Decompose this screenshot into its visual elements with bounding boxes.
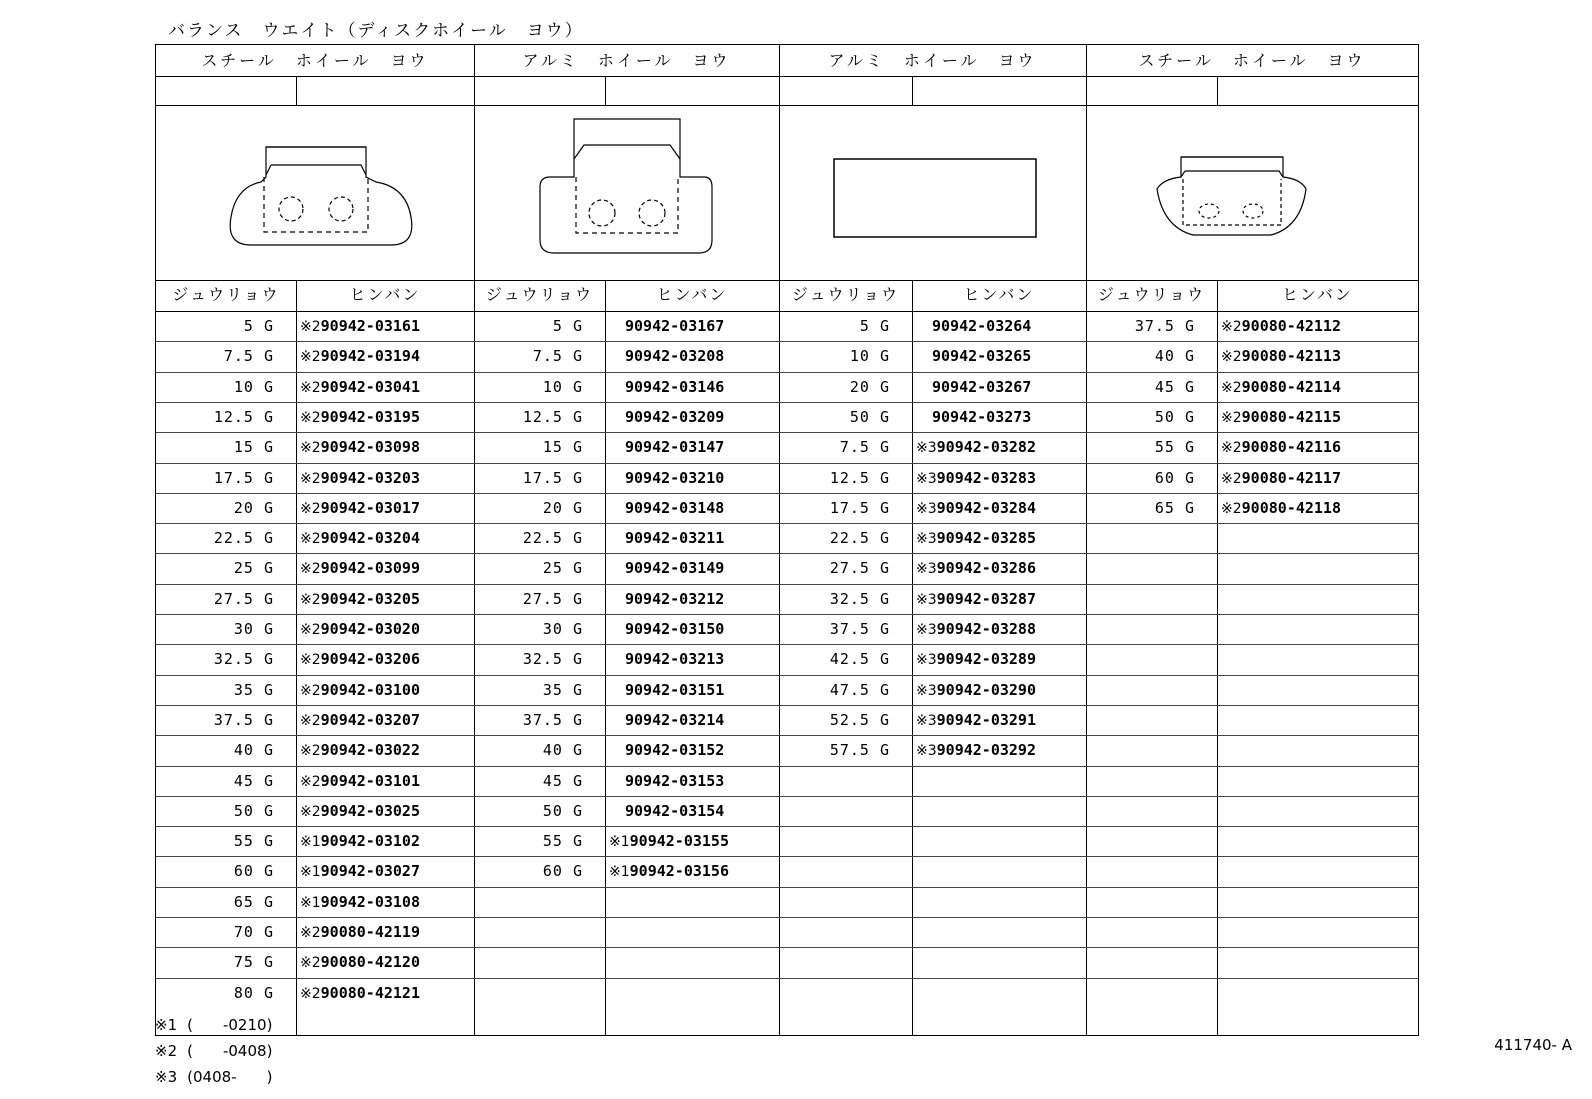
footnote-mark: ※2 (300, 409, 321, 426)
reference-code: 411740- A (1494, 1036, 1572, 1054)
part-number: 90942-03267 (932, 377, 1032, 396)
weight-cell: 52.5 G (829, 710, 890, 729)
part-number: 90942-03149 (625, 559, 725, 578)
part-number: 90080-42116 (1241, 438, 1341, 457)
part-number-cell (1221, 402, 1416, 432)
adhesive-weight-illustration (832, 157, 1038, 239)
part-number: 90942-03025 (320, 801, 420, 820)
subheader-divider (605, 76, 606, 105)
part-number-cell (300, 463, 472, 493)
steel-wheel-weight-illustration (216, 137, 426, 257)
footnote-mark: ※3 (916, 682, 937, 699)
footnote-mark: ※2 (300, 440, 321, 457)
weight-cell: 65 G (233, 892, 274, 911)
weight-cell: 10 G (542, 377, 583, 396)
weight-cell: 50 G (849, 407, 890, 426)
subheader-divider (912, 76, 913, 105)
weight-cell: 40 G (542, 741, 583, 760)
part-number: 90080-42119 (320, 923, 420, 941)
weight-cell: 75 G (233, 953, 274, 972)
section-header: スチール ホイール ヨウ (201, 51, 429, 70)
part-number: 90942-03146 (625, 377, 725, 396)
part-number: 90942-03027 (320, 862, 420, 881)
part-number: 90942-03290 (936, 680, 1036, 699)
subheader-divider (1217, 76, 1218, 105)
weight-cell: 12.5 G (522, 407, 583, 426)
weight-cell: 10 G (233, 377, 274, 396)
weight-cell: 50 G (1154, 407, 1195, 426)
part-number-cell (609, 553, 793, 583)
footnote (155, 1040, 272, 1061)
footnote-mark: ※2 (300, 349, 321, 366)
part-number: 90942-03156 (629, 862, 729, 881)
part-number-cell (300, 402, 472, 432)
footnote-mark: ※2 (300, 773, 321, 790)
weight-cell: 55 G (1154, 438, 1195, 457)
weight-cell: 22.5 G (213, 529, 274, 548)
part-number: 90942-03102 (320, 832, 420, 851)
weight-cell: 17.5 G (522, 468, 583, 487)
footnote-mark: ※2 (300, 470, 321, 487)
column-header-weight: ジュウリョウ (1097, 285, 1206, 304)
footnote-mark: ※2 (1221, 440, 1242, 457)
weight-cell: 60 G (233, 862, 274, 881)
footnote-mark: ※3 (916, 531, 937, 548)
part-number-cell (916, 553, 1084, 583)
weight-cell: 60 G (1154, 468, 1195, 487)
weight-cell: 65 G (1154, 498, 1195, 517)
part-number-cell (609, 856, 777, 886)
weight-cell: 5 G (243, 317, 274, 335)
footnote-mark: ※2 (1221, 500, 1242, 517)
weight-cell: 7.5 G (223, 347, 274, 366)
part-number-cell (300, 553, 472, 583)
weight-cell: 32.5 G (213, 650, 274, 669)
weight-cell: 5 G (859, 317, 890, 335)
part-number-cell (916, 493, 1084, 523)
weight-cell: 45 G (233, 771, 274, 790)
weight-cell: 32.5 G (829, 589, 890, 608)
part-number-cell (916, 372, 1100, 402)
weight-cell: 55 G (233, 832, 274, 851)
part-number-cell (609, 311, 793, 341)
footnote-mark: ※2 (300, 985, 321, 1002)
footnote-mark: ※3 (916, 652, 937, 669)
footnote-text: ( -0210) (187, 1016, 273, 1034)
column-divider (912, 280, 913, 1035)
part-number: 90942-03041 (320, 377, 420, 396)
part-number: 90942-03153 (625, 771, 725, 790)
part-number-cell (916, 402, 1100, 432)
part-number-cell (916, 644, 1084, 674)
part-number-cell (916, 705, 1084, 735)
part-number-cell (916, 614, 1084, 644)
weight-cell: 17.5 G (213, 468, 274, 487)
part-number: 90942-03207 (320, 710, 420, 729)
part-number-cell (916, 675, 1084, 705)
column-divider (1217, 280, 1218, 1035)
footnote-mark: ※2 (300, 743, 321, 760)
weight-cell: 22.5 G (522, 529, 583, 548)
part-number: 90942-03101 (320, 771, 420, 790)
footnote-mark: ※2 (300, 622, 321, 638)
part-number-cell (609, 341, 793, 371)
part-number: 90942-03265 (932, 347, 1032, 366)
part-number-cell (300, 947, 472, 977)
weight-cell: 5 G (552, 317, 583, 335)
part-number-cell (300, 978, 472, 1008)
part-number-cell (300, 584, 472, 614)
footnote-mark: ※2 (1221, 409, 1242, 426)
footnote-mark: ※2 (1221, 470, 1242, 487)
footnote-mark: ※1 (609, 834, 630, 851)
part-number-cell (916, 341, 1100, 371)
part-number: 90080-42121 (320, 983, 420, 1002)
footnote-mark: ※3 (155, 1068, 178, 1086)
part-number: 90942-03287 (936, 589, 1036, 608)
part-number: 90942-03017 (320, 498, 420, 517)
weight-cell: 25 G (542, 559, 583, 578)
footnote-text: (0408- ) (187, 1068, 273, 1086)
weight-cell: 17.5 G (829, 498, 890, 517)
weight-cell: 7.5 G (532, 347, 583, 366)
part-number: 90942-03213 (625, 650, 725, 669)
part-number-cell (1221, 341, 1416, 371)
weight-cell: 15 G (233, 438, 274, 457)
weight-cell: 40 G (1154, 347, 1195, 366)
part-number: 90080-42117 (1241, 468, 1341, 487)
part-number-cell (1221, 463, 1416, 493)
column-header-part: ヒンバン (1282, 285, 1353, 304)
footnote-mark: ※2 (300, 803, 321, 820)
column-header-part: ヒンバン (656, 285, 728, 304)
footnote (155, 1014, 272, 1035)
footnote-mark: ※3 (916, 440, 937, 457)
part-number: 90942-03282 (936, 438, 1036, 457)
footnote-mark: ※2 (300, 712, 321, 729)
column-divider (296, 280, 297, 1035)
footnote-mark: ※1 (609, 864, 630, 881)
section-header: スチール ホイール ヨウ (1138, 51, 1366, 70)
footnote (155, 1066, 272, 1087)
weight-cell: 27.5 G (213, 589, 274, 608)
part-number: 90942-03022 (320, 741, 420, 760)
part-number-cell (609, 705, 793, 735)
part-number-cell (300, 675, 472, 705)
weight-cell: 7.5 G (839, 438, 890, 457)
weight-cell: 20 G (849, 377, 890, 396)
weight-cell: 22.5 G (829, 529, 890, 548)
weight-cell: 27.5 G (522, 589, 583, 608)
part-number-cell (609, 463, 793, 493)
part-number-cell (300, 372, 472, 402)
part-number-cell (609, 493, 793, 523)
footnote-mark: ※3 (916, 591, 937, 608)
part-number: 90942-03147 (625, 438, 725, 457)
parts-table (155, 44, 1419, 1036)
footnote-mark: ※2 (300, 955, 321, 972)
part-number: 90942-03283 (936, 468, 1036, 487)
footnote-mark: ※3 (916, 500, 937, 517)
part-number: 90942-03292 (936, 741, 1036, 760)
part-number-cell (1221, 311, 1416, 341)
part-number-cell (609, 735, 793, 765)
footnote-mark: ※2 (300, 652, 321, 669)
part-number-cell (609, 796, 793, 826)
part-number-cell (300, 887, 472, 917)
part-number-cell (1221, 432, 1416, 462)
part-number: 90080-42114 (1241, 377, 1341, 396)
footnote-mark: ※2 (1221, 319, 1242, 335)
footnote-mark: ※2 (300, 379, 321, 396)
weight-cell: 70 G (233, 923, 274, 941)
weight-cell: 47.5 G (829, 680, 890, 699)
part-number-cell (1221, 372, 1416, 402)
part-number: 90942-03195 (320, 407, 420, 426)
footnote-mark: ※2 (300, 682, 321, 699)
part-number: 90942-03099 (320, 559, 420, 578)
part-number-cell (916, 523, 1084, 553)
part-number-cell (609, 644, 793, 674)
column-header-part: ヒンバン (349, 285, 421, 304)
footnote-mark: ※3 (916, 712, 937, 729)
weight-cell: 30 G (233, 620, 274, 638)
weight-cell: 10 G (849, 347, 890, 366)
part-number: 90942-03209 (625, 407, 725, 426)
part-number: 90942-03098 (320, 438, 420, 457)
part-number-cell (609, 766, 793, 796)
part-number-cell (609, 826, 777, 856)
part-number-cell (300, 311, 472, 341)
part-number: 90942-03204 (320, 529, 420, 548)
part-number: 90080-42118 (1241, 498, 1341, 517)
part-number: 90942-03286 (936, 559, 1036, 578)
part-number: 90942-03210 (625, 468, 725, 487)
footnote-mark: ※2 (300, 591, 321, 608)
table-rule (156, 76, 1418, 77)
subheader-divider (296, 76, 297, 105)
part-number: 90942-03155 (629, 832, 729, 851)
part-number-cell (916, 463, 1084, 493)
weight-cell: 40 G (233, 741, 274, 760)
part-number-cell (609, 614, 793, 644)
part-number-cell (300, 614, 472, 644)
page-title: バランス ウエイト（ディスクホイール ヨウ） (168, 21, 584, 41)
part-number: 90942-03205 (320, 589, 420, 608)
part-number: 90942-03284 (936, 498, 1036, 517)
part-number: 90942-03285 (936, 529, 1036, 548)
weight-cell: 35 G (542, 680, 583, 699)
part-number: 90942-03264 (932, 317, 1032, 335)
part-number: 90942-03150 (625, 620, 725, 638)
weight-cell: 37.5 G (1134, 317, 1195, 335)
part-number-cell (1221, 493, 1416, 523)
weight-cell: 57.5 G (829, 741, 890, 760)
part-number: 90080-42120 (320, 953, 420, 972)
part-number-cell (300, 766, 472, 796)
part-number: 90942-03214 (625, 710, 725, 729)
weight-cell: 37.5 G (829, 620, 890, 638)
footnote-mark: ※1 (300, 834, 321, 851)
column-header-weight: ジュウリョウ (485, 285, 594, 304)
footnote-mark: ※2 (1221, 349, 1242, 366)
part-number-cell (300, 735, 472, 765)
part-number-cell (609, 372, 793, 402)
part-number-cell (609, 523, 793, 553)
weight-cell: 60 G (542, 862, 583, 881)
part-number: 90942-03194 (320, 347, 420, 366)
section-header: アルミ ホイール ヨウ (828, 51, 1037, 70)
column-header-weight: ジュウリョウ (791, 285, 900, 304)
weight-cell: 20 G (233, 498, 274, 517)
weight-cell: 27.5 G (829, 559, 890, 578)
column-divider (605, 280, 606, 1035)
part-number-cell (916, 432, 1084, 462)
part-number-cell (300, 705, 472, 735)
part-number-cell (609, 584, 793, 614)
weight-cell: 45 G (542, 771, 583, 790)
part-number-cell (300, 432, 472, 462)
part-number-cell (300, 341, 472, 371)
part-number: 90942-03154 (625, 801, 725, 820)
footnote-mark: ※1 (155, 1016, 178, 1034)
part-number: 90942-03020 (320, 620, 420, 638)
part-number-cell (916, 311, 1100, 341)
alu-wheel-weight-illustration (534, 115, 724, 265)
part-number: 90942-03108 (320, 892, 420, 911)
weight-cell: 35 G (233, 680, 274, 699)
weight-cell: 80 G (233, 983, 274, 1002)
weight-cell: 15 G (542, 438, 583, 457)
footnote-mark: ※1 (300, 864, 321, 881)
footnote-mark: ※3 (916, 470, 937, 487)
weight-cell: 55 G (542, 832, 583, 851)
part-number-cell (300, 917, 472, 947)
weight-cell: 20 G (542, 498, 583, 517)
part-number: 90942-03206 (320, 650, 420, 669)
part-number-cell (916, 584, 1084, 614)
part-number-cell (916, 735, 1084, 765)
footnote-mark: ※2 (300, 319, 321, 335)
column-header-weight: ジュウリョウ (172, 285, 280, 304)
section-header: アルミ ホイール ヨウ (522, 51, 731, 70)
table-rule (156, 105, 1418, 106)
part-number: 90942-03203 (320, 468, 420, 487)
footnote-mark: ※2 (1221, 379, 1242, 396)
part-number: 90942-03161 (320, 317, 420, 335)
part-number: 90942-03100 (320, 680, 420, 699)
part-number-cell (300, 796, 472, 826)
footnote-mark: ※2 (300, 561, 321, 578)
part-number: 90942-03152 (625, 741, 725, 760)
weight-cell: 37.5 G (213, 710, 274, 729)
footnote-mark: ※2 (300, 925, 321, 941)
weight-cell: 50 G (542, 801, 583, 820)
part-number: 90080-42115 (1241, 407, 1341, 426)
footnote-text: ( -0408) (187, 1042, 273, 1060)
footnote-mark: ※2 (300, 500, 321, 517)
part-number: 90080-42113 (1241, 347, 1341, 366)
part-number: 90942-03291 (936, 710, 1036, 729)
part-number: 90942-03208 (625, 347, 725, 366)
part-number: 90942-03288 (936, 620, 1036, 638)
weight-cell: 30 G (542, 620, 583, 638)
weight-cell: 32.5 G (522, 650, 583, 669)
footnote-mark: ※1 (300, 894, 321, 911)
part-number-cell (300, 856, 472, 886)
footnote-mark: ※2 (155, 1042, 178, 1060)
steel-wheel-weight-small-illustration (1151, 153, 1311, 243)
part-number-cell (609, 432, 793, 462)
part-number: 90942-03273 (932, 407, 1032, 426)
part-number-cell (300, 644, 472, 674)
weight-cell: 25 G (233, 559, 274, 578)
part-number-cell (609, 675, 793, 705)
part-number-cell (300, 826, 472, 856)
column-header-part: ヒンバン (963, 285, 1035, 304)
weight-cell: 42.5 G (829, 650, 890, 669)
footnote-mark: ※3 (916, 561, 937, 578)
part-number-cell (300, 523, 472, 553)
weight-cell: 50 G (233, 801, 274, 820)
part-number: 90942-03148 (625, 498, 725, 517)
part-number: 90942-03289 (936, 650, 1036, 669)
part-number: 90942-03212 (625, 589, 725, 608)
part-number: 90942-03167 (625, 317, 725, 335)
weight-cell: 12.5 G (213, 407, 274, 426)
part-number-cell (300, 493, 472, 523)
weight-cell: 12.5 G (829, 468, 890, 487)
part-number: 90080-42112 (1241, 317, 1341, 335)
footnote-mark: ※3 (916, 622, 937, 638)
part-number: 90942-03151 (625, 680, 725, 699)
weight-cell: 37.5 G (522, 710, 583, 729)
footnote-mark: ※3 (916, 743, 937, 760)
part-number-cell (609, 402, 793, 432)
part-number: 90942-03211 (625, 529, 725, 548)
weight-cell: 45 G (1154, 377, 1195, 396)
footnote-mark: ※2 (300, 531, 321, 548)
